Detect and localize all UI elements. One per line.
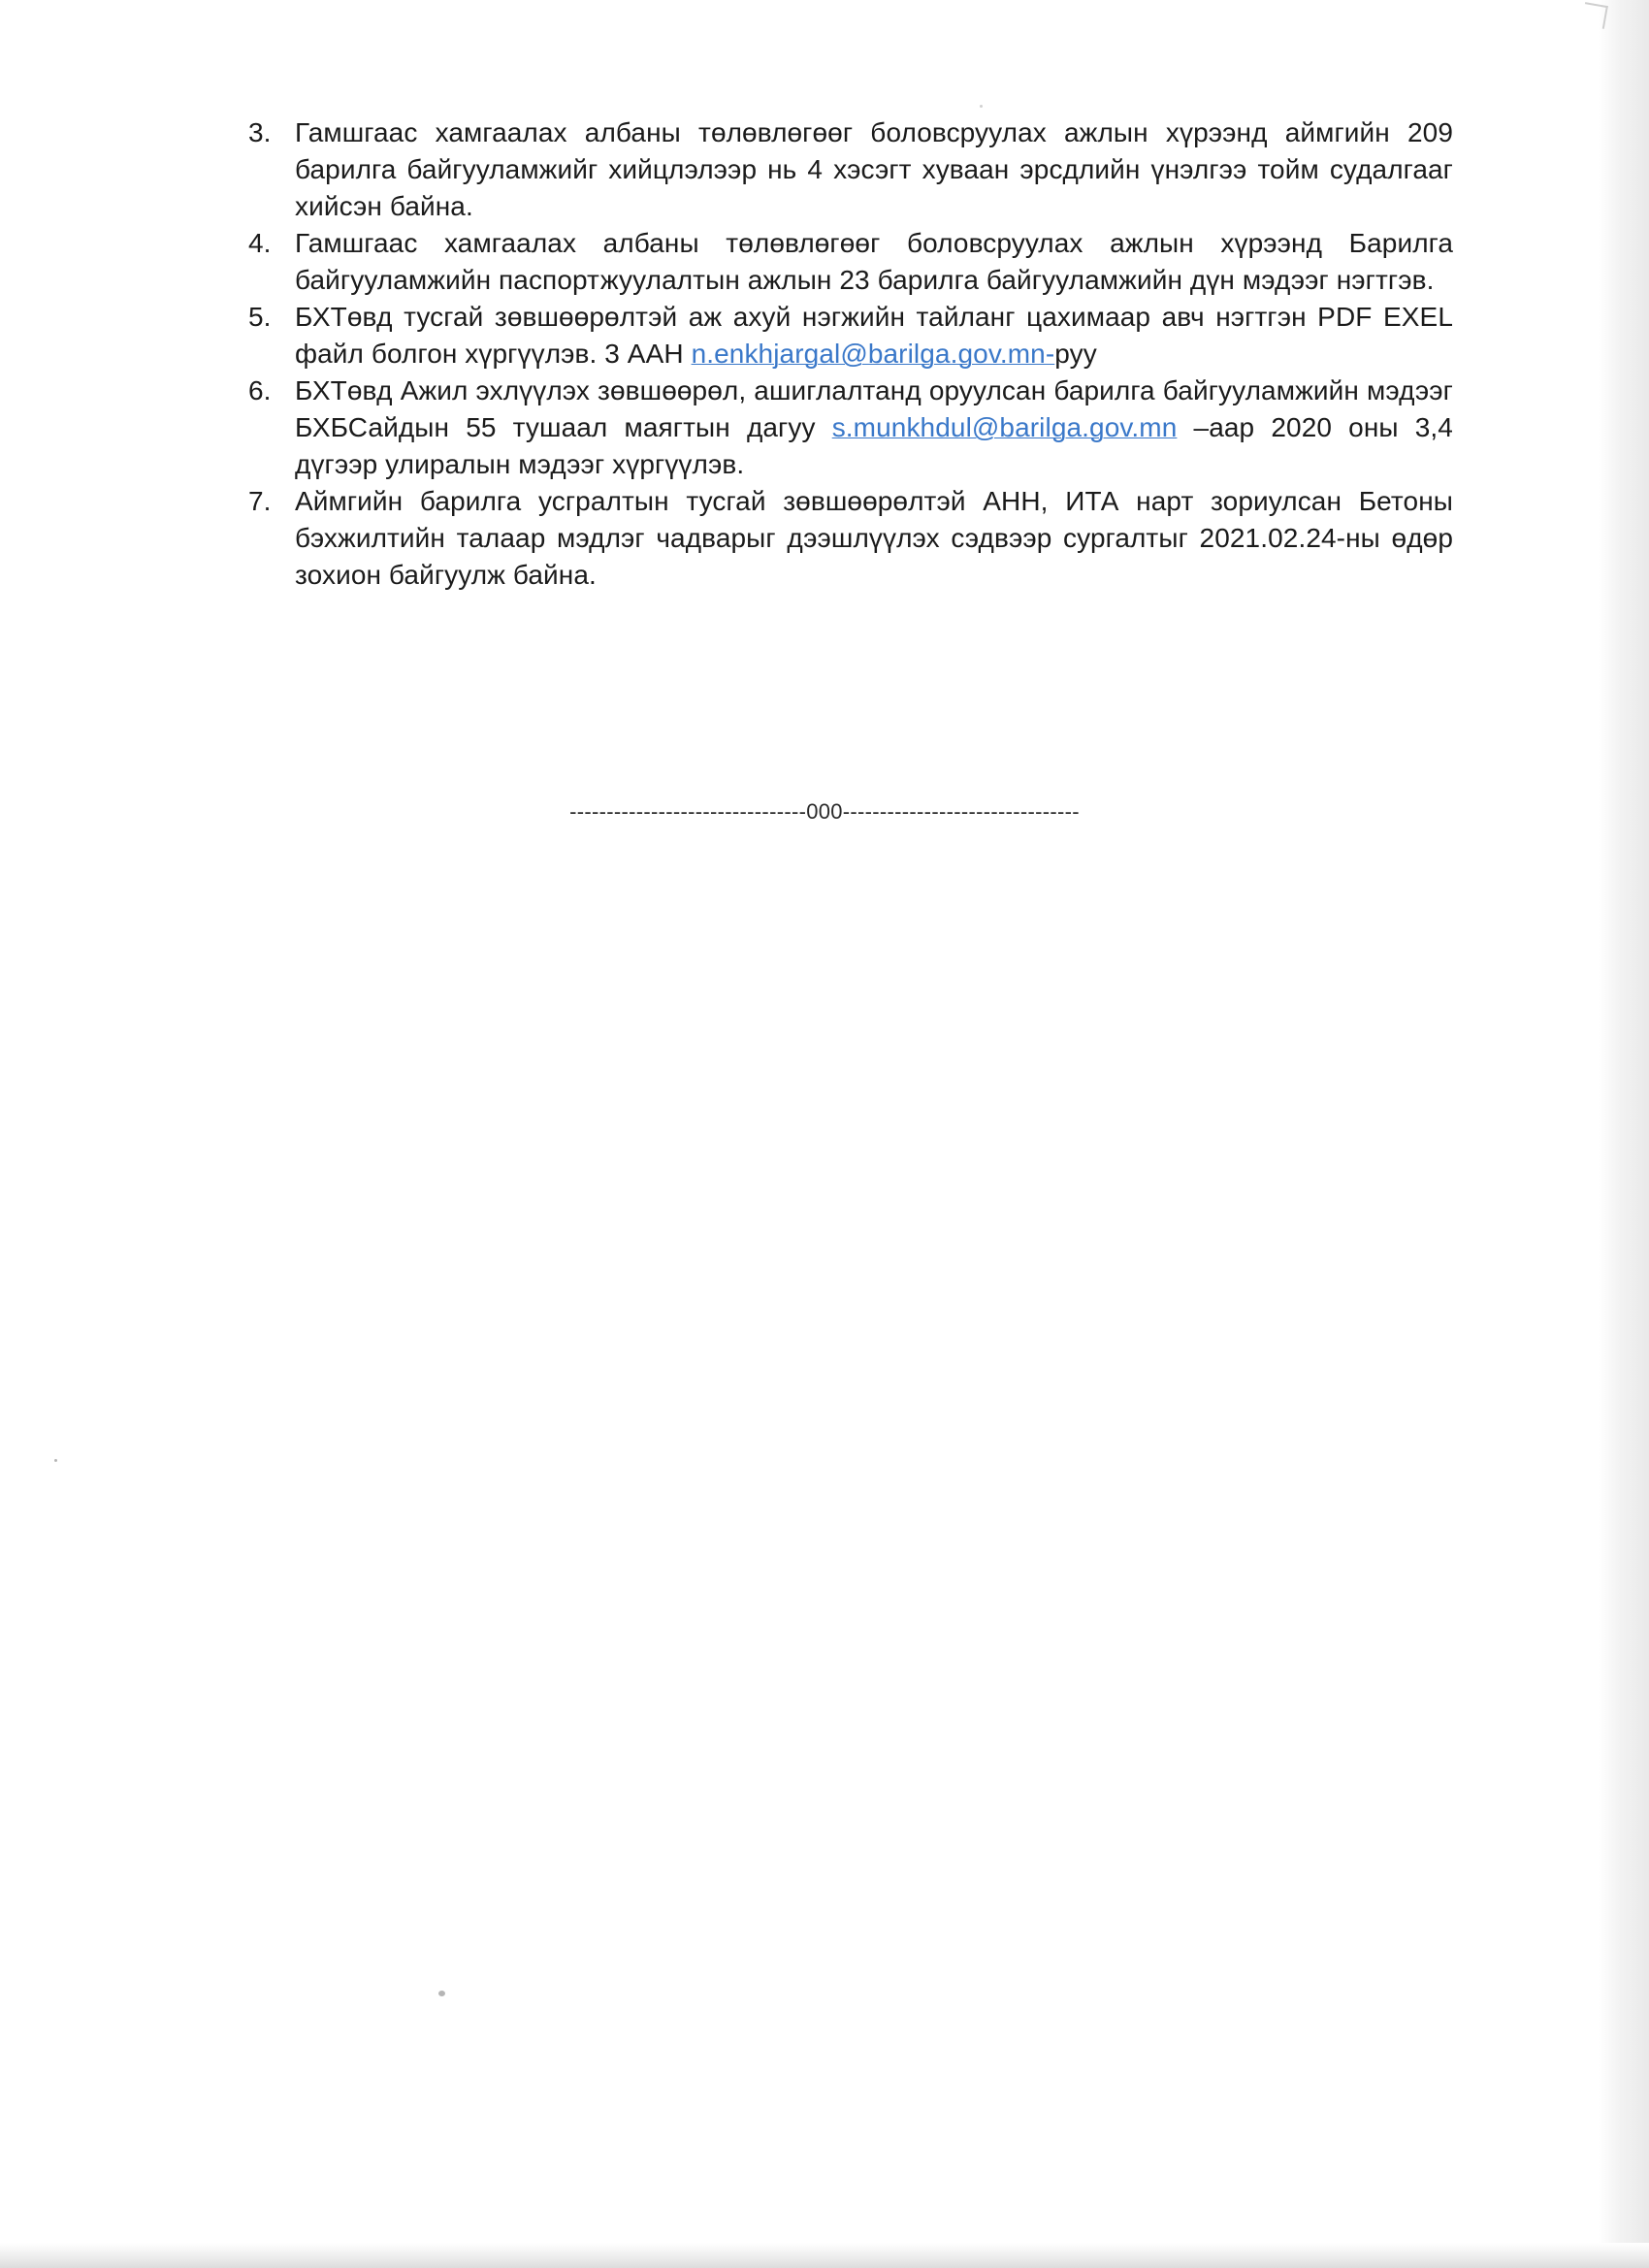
list-item-number: 7. (248, 486, 272, 516)
scan-speck (980, 105, 983, 108)
list-item-6 (235, 373, 1453, 483)
list-item-text-before-link: БХТөвд тусгай зөвшөөрөлтэй аж ахуй нэгжийн тайланг цахимаар авч нэгтгэн PDF EXEL файл болгон хүргүүлэв. 3 ААН (295, 302, 1453, 369)
email-link-munkhdul[interactable]: s.munkhdul@barilga.gov.mn (831, 412, 1178, 442)
list-item-text: Гамшгаас хамгаалах албаны төлөвлөгөөг боловсруулах ажлын хүрээнд Барилга байгууламжийн паспортжуулалтын ажлын 23 барилга байгууламжийн дүн мэдээг нэгтгэв. (295, 228, 1453, 295)
list-item-text-after-link: руу (1054, 339, 1097, 369)
list-item-number: 4. (248, 228, 272, 258)
list-item-4 (235, 225, 1453, 299)
list-item-number: 6. (248, 375, 272, 405)
list-item-5 (235, 299, 1453, 373)
list-item-text (295, 299, 1453, 373)
scan-speck (438, 1991, 445, 1996)
list-item-number: 3. (248, 117, 272, 147)
list-item-text: Аймгийн барилга усгралтын тусгай зөвшөөрөлтэй АНН, ИТА нарт зориулсан Бетоны бэхжилтийн талаар мэдлэг чадварыг дээшлүүлэх сэдвээр сургалтыг 2021.02.24-ны өдөр зохион байгуулж байна. (295, 486, 1453, 590)
email-link-enkhjargal[interactable]: n.enkhjargal@barilga.gov.mn- (691, 339, 1055, 369)
list-item-text-before-link: БХТөвд Ажил эхлүүлэх зөвшөөрөл, ашиглалтанд оруулсан барилга байгууламжийн мэдээг БХБСайдын 55 тушаал маягтын дагуу (295, 375, 1453, 442)
list-item-text (295, 373, 1453, 483)
scan-corner-mark (1581, 2, 1608, 29)
scan-edge-right (1599, 0, 1649, 2268)
list-item-3 (235, 114, 1453, 225)
scan-edge-bottom (0, 2243, 1649, 2268)
list-item-7 (235, 483, 1453, 594)
list-item-text: Гамшгаас хамгаалах албаны төлөвлөгөөг боловсруулах ажлын хүрээнд аймгийн 209 барилга байгууламжийг хийцлэлээр нь 4 хэсэгт хуваан эрсдлийн үнэлгээ тойм судалгааг хийсэн байна. (295, 117, 1453, 221)
list-item-text-after-link: –аар 2020 оны 3,4 дүгээр улиралын мэдээг хүргүүлэв. (295, 412, 1453, 479)
list-item-number: 5. (248, 302, 272, 332)
scan-speck (54, 1459, 57, 1462)
document-body (235, 114, 1453, 594)
page-end-marker: --------------------------------000-------------------------------- (569, 799, 1080, 824)
